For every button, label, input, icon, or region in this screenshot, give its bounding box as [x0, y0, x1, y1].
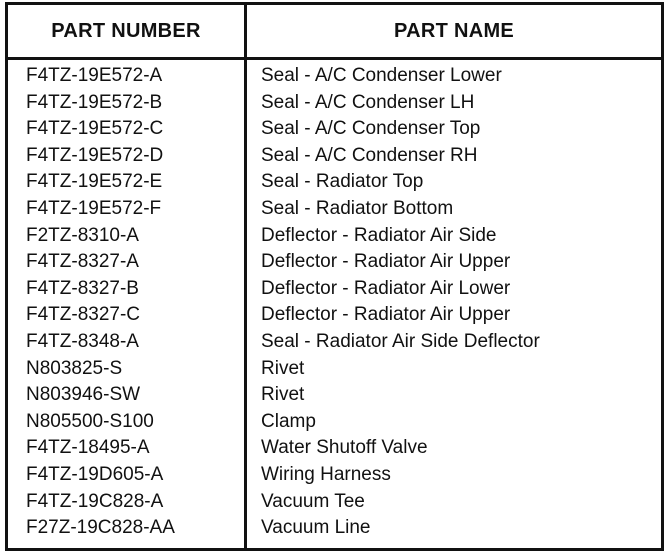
part-name-cell: Seal - Radiator Top [261, 171, 424, 193]
table-row [8, 116, 661, 143]
part-name-cell: Seal - A/C Condenser Top [261, 118, 481, 140]
part-name-cell: Deflector - Radiator Air Side [261, 224, 497, 246]
parts-table [5, 2, 664, 551]
table-row [8, 489, 661, 516]
part-number-cell: F4TZ-19E572-B [26, 91, 163, 113]
part-number-cell: F4TZ-19E572-E [26, 171, 163, 193]
table-row [8, 90, 661, 117]
table-row [8, 356, 661, 383]
part-name-cell: Water Shutoff Valve [261, 437, 428, 459]
part-number-cell: F4TZ-8327-C [26, 304, 141, 326]
part-name-cell: Seal - Radiator Air Side Deflector [261, 330, 540, 352]
table-row [8, 63, 661, 90]
table-row [8, 143, 661, 170]
part-number-cell: F4TZ-19E572-C [26, 118, 164, 140]
table-row [8, 515, 661, 542]
part-name-cell: Vacuum Tee [261, 490, 365, 512]
part-number-cell: N803946-SW [26, 384, 141, 406]
part-name-cell: Seal - A/C Condenser LH [261, 91, 475, 113]
table-header-row [8, 5, 661, 60]
header-part-name: PART NAME [393, 19, 515, 42]
table-row [8, 196, 661, 223]
part-number-cell: F4TZ-18495-A [26, 437, 150, 459]
part-number-cell: F4TZ-19E572-F [26, 197, 162, 219]
part-number-cell: F4TZ-19E572-D [26, 144, 164, 166]
table-row [8, 462, 661, 489]
table-row [8, 169, 661, 196]
part-name-cell: Deflector - Radiator Air Upper [261, 251, 511, 273]
table-row [8, 329, 661, 356]
part-number-cell: N805500-S100 [26, 410, 154, 432]
part-name-cell: Clamp [261, 410, 316, 432]
table-body [8, 63, 661, 542]
part-name-cell: Seal - Radiator Bottom [261, 197, 454, 219]
part-number-cell: N803825-S [26, 357, 123, 379]
part-number-cell: F4TZ-19E572-A [26, 65, 163, 86]
header-part-number: PART NUMBER [51, 19, 201, 42]
part-name-cell: Deflector - Radiator Air Upper [261, 304, 511, 326]
part-name-cell: Wiring Harness [261, 463, 391, 485]
part-number-cell: F4TZ-19C828-A [26, 490, 164, 512]
part-name-cell: Vacuum Line [261, 517, 371, 539]
table-row [8, 409, 661, 436]
table-row [8, 302, 661, 329]
part-number-cell: F4TZ-8327-A [26, 251, 139, 273]
part-number-cell: F4TZ-8348-A [26, 330, 139, 352]
table-row [8, 435, 661, 462]
part-number-cell: F4TZ-8327-B [26, 277, 139, 299]
part-name-cell: Seal - A/C Condenser RH [261, 144, 478, 166]
table-row [8, 249, 661, 276]
part-number-cell: F27Z-19C828-AA [26, 517, 175, 539]
part-name-cell: Rivet [261, 357, 305, 379]
part-number-cell: F4TZ-19D605-A [26, 463, 164, 485]
part-name-cell: Seal - A/C Condenser Lower [261, 65, 502, 86]
part-name-cell: Deflector - Radiator Air Lower [261, 277, 511, 299]
table-row [8, 382, 661, 409]
part-name-cell: Rivet [261, 384, 305, 406]
part-number-cell: F2TZ-8310-A [26, 224, 139, 246]
table-row [8, 223, 661, 250]
table-row [8, 276, 661, 303]
